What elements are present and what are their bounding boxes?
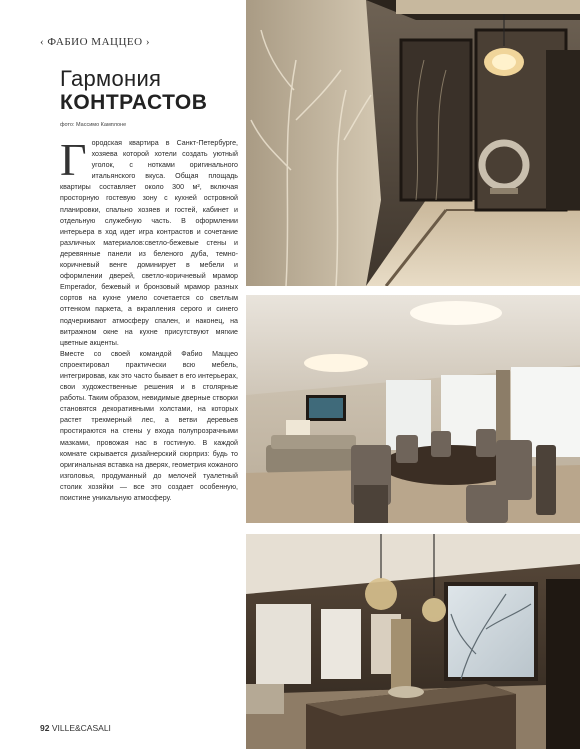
kitchen-photo	[246, 534, 580, 749]
article-title-line2: КОНТРАСТОВ	[60, 91, 208, 114]
hallway-photo	[246, 0, 580, 286]
article-paragraph-1: ородская квартира в Санкт-Петербурге, хозяева которой хотели создать уютный уголок, с нотками оригинального итальянского вкуса. Общая площадь квартиры составляет около 300 м², включая просторную гостевую зону с кухней островной планировки, спально хозяев и гостей, кабинет и отдельную служебную часть. В оформлении интерьера в ход идет игра контрастов и сочетание различных материалов:светло-бежевые стены и деревянные панели из беленого дуба, темно-коричневый венге доминирует в мебели и оформлении дверей, светло-коричневый мрамор Emperador, бежевый и бронзовый мрамор разных сортов на кухне умело сочетается со светлым оттенком паркета, а вкрапления серого и синего подчеркивают атмосферу спален, и наконец, на витражном окне на кухне присутствуют мягкие цветные акценты.	[60, 139, 238, 347]
article-body	[60, 134, 238, 504]
article-paragraph-2: Вместе со своей командой Фабио Маццео спроектировал практически всю мебель, интегрировав, как это часто бывает в его интерьерах, свои художественные решения и в столярные работы. Таким образом, невидимые дверные створки становятся декоративными холстами, на которых растет трехмерный лес, а ветви деревьев простираются на стены у входа полупрозрачными мазками, провожая нас в гостиную. В каждой комнате скрывается дизайнерский сюрприз: будь то оригинальная вставка на дверях, геометрия кожаного изголовья, продуманный до мелочей туалетный столик хозяйки — все это создает особенную, поистине уникальную атмосферу.	[60, 349, 238, 502]
article-title-line1: Гармония	[60, 66, 162, 91]
page-number: 92	[40, 723, 50, 733]
drop-cap: Г	[60, 134, 87, 185]
photo-credit: фото: Массимо Камплоне	[60, 122, 127, 128]
page-folio	[40, 723, 111, 733]
text-column	[0, 0, 246, 749]
dining-room-photo	[246, 295, 580, 523]
magazine-name: VILLE&CASALI	[51, 723, 111, 733]
section-kicker: ‹ ФАБИО МАЦЦЕО ›	[40, 36, 150, 48]
